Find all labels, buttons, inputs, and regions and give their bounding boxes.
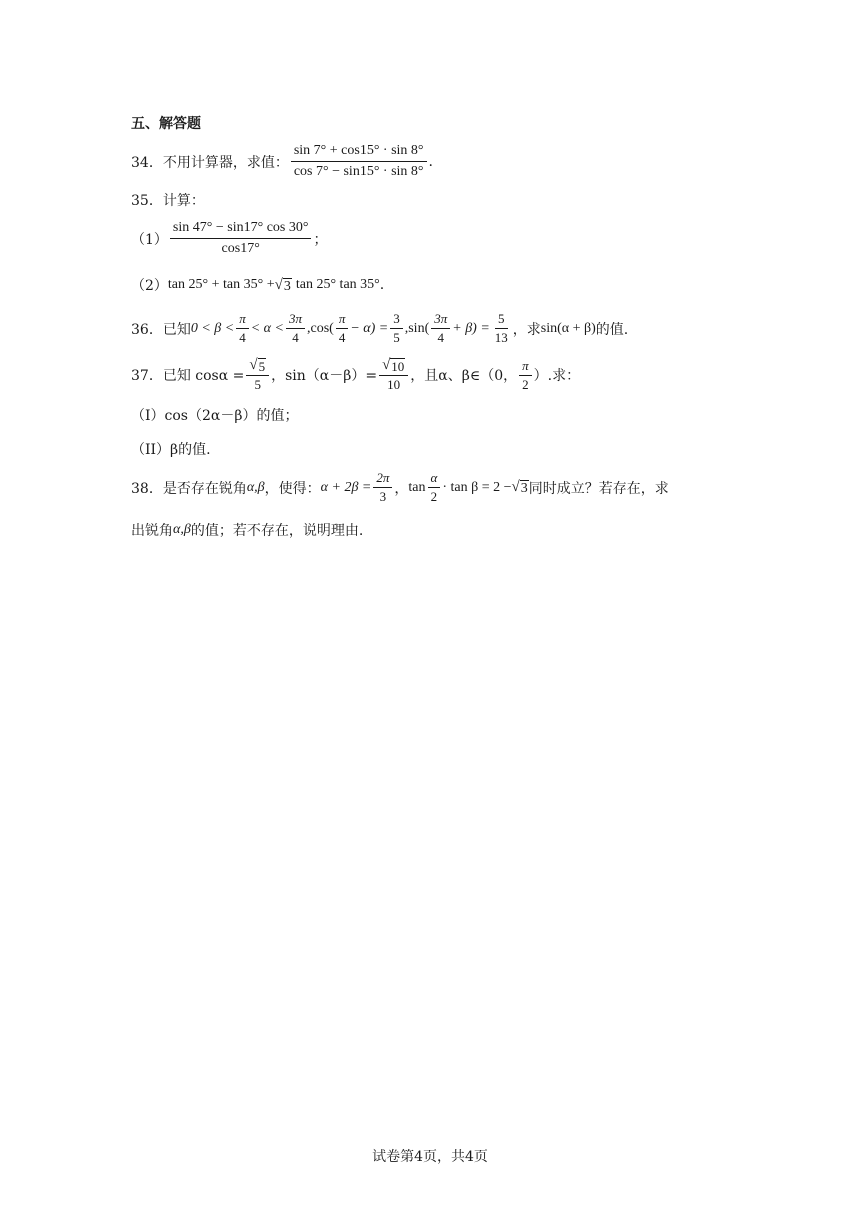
q36-frac-3-den: 4 bbox=[338, 330, 346, 345]
question-38-line-2 bbox=[131, 520, 363, 540]
q35-part1-label: （1） bbox=[131, 231, 168, 248]
sqrt-symbol-icon: √ bbox=[249, 357, 258, 373]
q36-frac-5 bbox=[431, 311, 450, 346]
q38-frac-2-num: α bbox=[428, 470, 441, 488]
q35-part2-suffix: . bbox=[379, 277, 385, 293]
q37-frac-1-den: 5 bbox=[254, 377, 261, 392]
q38-line2-ab: α,β bbox=[173, 522, 191, 537]
question-35: 35．计算： bbox=[131, 193, 205, 209]
question-38 bbox=[131, 470, 669, 505]
q37-frac-1-sqrt-arg: 5 bbox=[258, 359, 266, 374]
q35-part2-sqrt bbox=[275, 277, 292, 294]
q38-sqrt bbox=[512, 479, 529, 496]
q34-numerator: sin 7° + cos15° · sin 8° bbox=[291, 142, 427, 162]
q35-part2-sqrt-arg: 3 bbox=[283, 278, 291, 294]
q37-frac-1 bbox=[246, 357, 269, 393]
question-35-part-1 bbox=[131, 219, 327, 258]
q36-frac-4 bbox=[390, 311, 403, 346]
q37-frac-2 bbox=[379, 357, 408, 393]
q36-frac-6 bbox=[492, 311, 511, 346]
q34-suffix: . bbox=[428, 153, 433, 170]
question-34 bbox=[131, 142, 433, 181]
question-35-part-2 bbox=[131, 275, 384, 295]
q36-frac-4-den: 5 bbox=[393, 330, 400, 345]
q38-frac-2 bbox=[428, 470, 441, 505]
q36-frac-1 bbox=[236, 311, 249, 346]
q37-frac-2-den: 10 bbox=[387, 377, 401, 392]
q38-frac-1-den: 3 bbox=[379, 489, 387, 504]
q36-t7: ，求 bbox=[512, 321, 541, 338]
q37-frac-1-num bbox=[246, 357, 269, 376]
sqrt-symbol-icon: √ bbox=[511, 479, 520, 495]
q38-prefix: 38．是否存在锐角 bbox=[131, 480, 247, 497]
q36-frac-2-num: 3π bbox=[286, 311, 305, 329]
q38-eq1: α + 2β = bbox=[320, 479, 372, 495]
q36-t5: ,sin( bbox=[404, 320, 430, 336]
q35-part2-expr-b: tan 25° tan 35° bbox=[295, 277, 380, 292]
q38-t4: 同时成立？若存在，求 bbox=[528, 480, 669, 497]
q37-frac-3-num: π bbox=[519, 358, 532, 376]
q38-ab: α,β bbox=[246, 479, 265, 495]
q36-frac-2 bbox=[286, 311, 305, 346]
q36-t3: ,cos( bbox=[306, 320, 334, 336]
q37-t1: ，sin（α－β）= bbox=[271, 368, 378, 384]
q36-frac-2-den: 4 bbox=[292, 330, 299, 345]
page-footer: 试卷第4页，共4页 bbox=[372, 1149, 488, 1165]
q38-sqrt-arg: 3 bbox=[520, 481, 528, 496]
q38-t3: · tan β = 2 − bbox=[442, 479, 512, 495]
q36-frac-3 bbox=[336, 311, 349, 346]
q38-t1: ，使得： bbox=[264, 480, 321, 497]
q36-t9: 的值. bbox=[595, 321, 629, 338]
q38-line2-b: 的值；若不存在，说明理由. bbox=[190, 523, 364, 539]
sqrt-symbol-icon: √ bbox=[274, 276, 283, 293]
q37-prefix: 37．已知 cosα = bbox=[131, 368, 245, 384]
sqrt-symbol-icon: √ bbox=[382, 357, 391, 373]
question-37-part-1: （I）cos（2α－β）的值； bbox=[131, 408, 299, 424]
section-title: 五、解答题 bbox=[131, 116, 201, 132]
q34-fraction bbox=[291, 142, 427, 181]
question-36 bbox=[131, 311, 628, 346]
q35-part1-fraction bbox=[170, 219, 312, 258]
q36-frac-5-den: 4 bbox=[437, 330, 444, 345]
q36-frac-1-num: π bbox=[236, 311, 249, 329]
q37-frac-2-sqrt-arg: 10 bbox=[391, 359, 405, 374]
q35-part1-suffix: ； bbox=[313, 231, 328, 248]
q36-frac-3-num: π bbox=[336, 311, 349, 329]
q35-part1-numerator: sin 47° − sin17° cos 30° bbox=[170, 219, 312, 239]
q36-t8: sin(α + β) bbox=[540, 320, 596, 336]
q36-t6: + β) = bbox=[452, 320, 490, 336]
q34-denominator: cos 7° − sin15° · sin 8° bbox=[293, 164, 424, 179]
question-37 bbox=[131, 357, 580, 393]
q36-frac-6-num: 5 bbox=[495, 311, 508, 329]
q36-t4: − α) = bbox=[350, 320, 389, 336]
q38-frac-2-den: 2 bbox=[430, 489, 438, 504]
q38-frac-1-num: 2π bbox=[373, 470, 392, 488]
q35-part1-denominator: cos17° bbox=[221, 241, 260, 256]
q35-part2-label: （2） bbox=[131, 278, 168, 294]
q34-prefix: 34．不用计算器，求值： bbox=[131, 154, 289, 171]
q38-tan: tan bbox=[408, 479, 426, 495]
q36-prefix: 36．已知 bbox=[131, 321, 191, 338]
q36-t1: 0 < β < bbox=[190, 320, 235, 336]
q37-frac-2-num bbox=[379, 357, 408, 376]
q35-part2-expr-a: tan 25° + tan 35° + bbox=[167, 277, 275, 292]
q37-t2: ，且α、β∈（0， bbox=[410, 368, 518, 384]
q37-t3: ）.求： bbox=[533, 368, 581, 384]
question-37-part-2: （II）β的值. bbox=[131, 442, 211, 458]
q36-frac-6-den: 13 bbox=[494, 330, 508, 345]
q36-frac-4-num: 3 bbox=[390, 311, 403, 329]
q37-frac-3-den: 2 bbox=[522, 376, 529, 392]
q38-t2: ， bbox=[394, 480, 409, 497]
q36-t2: < α < bbox=[250, 320, 284, 336]
q37-frac-3 bbox=[519, 358, 532, 393]
q38-frac-1 bbox=[373, 470, 392, 505]
q36-frac-5-num: 3π bbox=[431, 311, 450, 329]
q36-frac-1-den: 4 bbox=[239, 330, 246, 345]
q38-line2-a: 出锐角 bbox=[131, 523, 173, 539]
